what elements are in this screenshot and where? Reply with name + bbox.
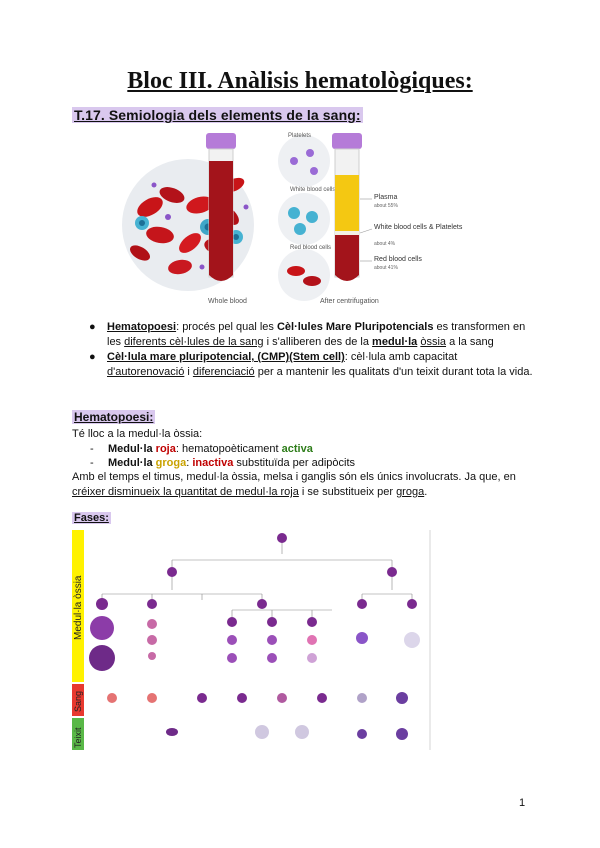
- list-item-red-marrow: - Medul·la roja: hematopoèticament activa: [90, 443, 313, 455]
- definition-stem-cell: ● Cèl·lula mare pluripotencial, (CMP)(Stem cell): cèl·lula amb capacitat d'autorenovació i diferenciació per a mantenir les qualitats d'un teixit durant tota la vida.: [89, 351, 533, 378]
- paragraph-location: Té lloc a la medul·la òssia:: [72, 428, 203, 440]
- red-cells-circle: [278, 249, 330, 301]
- definition-hematopoesi: ● Hematopoesi: procés pel qual les Cèl·lules Mare Pluripotencials es transformen en les diferents cèl·lules de la sang i s'alliberen des de la medul·la òssia a la sang: [89, 321, 526, 348]
- blood-composition-figure: [110, 125, 482, 307]
- label-plasma: Plasma: [374, 194, 398, 201]
- label-rbc-pct: about 41%: [374, 265, 398, 271]
- label-buffy-coat: White blood cells & Platelets: [374, 224, 463, 231]
- label-buffy-pct: about 4%: [374, 241, 396, 247]
- label-platelets: Platelets: [288, 133, 312, 139]
- page-title: Bloc III. Anàlisis hematològiques:: [127, 68, 473, 94]
- label-red-cells: Red blood cells: [290, 245, 332, 251]
- white-cells-circle: [278, 193, 330, 245]
- section-heading-fases: Fases:: [74, 512, 109, 524]
- blood-cells: [107, 692, 408, 704]
- platelets-circle: [278, 135, 330, 187]
- band-label-blood: Sang: [73, 690, 83, 712]
- definition-list: [74, 320, 534, 380]
- label-whole-blood: Whole blood: [208, 298, 247, 305]
- band-label-bone-marrow: Medul·la òssia: [73, 575, 84, 640]
- bullet-icon: ●: [89, 321, 96, 333]
- label-after-centrifugation: After centrifugation: [320, 298, 379, 305]
- marrow-cells: [89, 616, 420, 671]
- page-number: 1: [519, 797, 526, 809]
- list-item-yellow-marrow: - Medul·la groga: inactiva substituïda per adipòcits: [90, 457, 356, 469]
- section-heading-hematopoesi: Hematopoesi:: [74, 410, 154, 424]
- label-plasma-pct: about 55%: [374, 203, 398, 209]
- paragraph-aging: Amb el temps el timus, medul·la òssia, melsa i ganglis són els únics involucrats. Ja que, en créixer disminueix la quantitat de medul·la roja i se substitueix per groga.: [72, 471, 516, 498]
- centrifuged-tube: [332, 133, 362, 281]
- label-rbc: Red blood cells: [374, 256, 422, 263]
- band-label-tissue: Teixit: [73, 727, 83, 748]
- label-white-cells: White blood cells: [290, 187, 336, 193]
- whole-blood-tube: [206, 133, 236, 281]
- hematopoiesis-diagram: [72, 528, 448, 752]
- bullet-icon: ●: [89, 351, 96, 363]
- section-subtitle: T.17. Semiologia dels elements de la sang:: [74, 107, 361, 123]
- tissue-cells: [166, 725, 408, 740]
- progenitor-cells: [96, 533, 417, 627]
